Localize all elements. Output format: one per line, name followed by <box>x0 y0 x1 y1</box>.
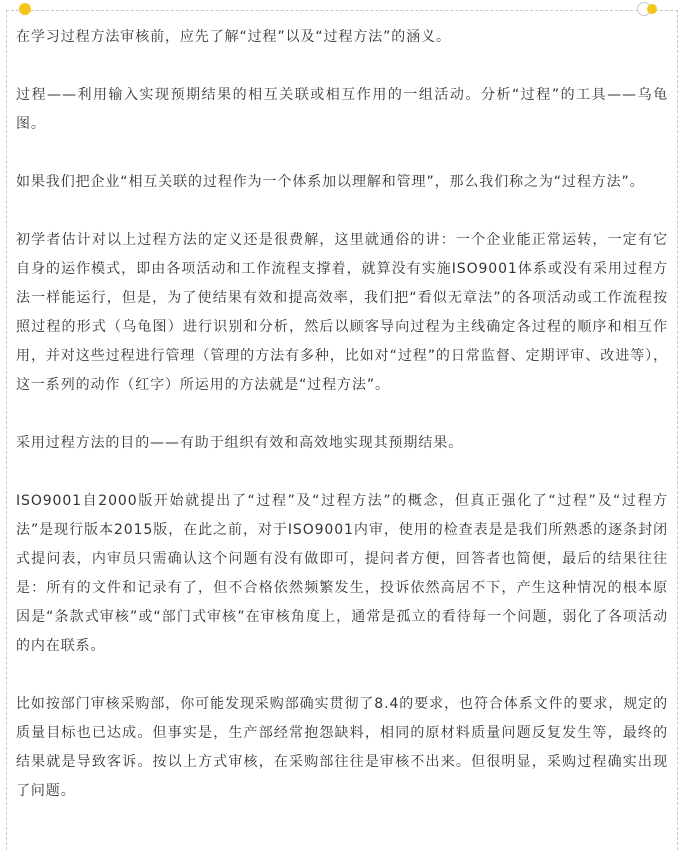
paragraph-process-definition: 过程——利用输入实现预期结果的相互关联或相互作用的一组活动。分析“过程”的工具——乌龟图。 <box>16 87 668 132</box>
paragraph-plain-explanation: 初学者估计对以上过程方法的定义还是很费解，这里就通俗的讲：一个企业能正常运转，一定有它自身的运作模式，即由各项活动和工作流程支撑着，就算没有实施ISO9001体系或没有采用过程方法一样能运行，但是，为了使结果有效和提高效率，我们把“看似无章法”的各项活动或工作流程按照过程的形式（乌龟图）进行识别和分析，然后以顾客导向过程为主线确定各过程的顺序和相互作用，并对这些过程进行管理（管理的方法有多种，比如对“过程”的日常监督、定期评审、改进等），这一系列的动作（红字）所运用的方法就是“过程方法”。 <box>16 232 668 393</box>
paragraph-purpose: 采用过程方法的目的——有助于组织有效和高效地实现其预期结果。 <box>16 435 463 451</box>
paragraph-purchasing-example: 比如按部门审核采购部，你可能发现采购部确实贯彻了8.4的要求，也符合体系文件的要求，规定的质量目标也已达成。但事实是，生产部经常抱怨缺料，相同的原材料质量问题反复发生等，最终的结果就是导致客诉。按以上方式审核，在采购部往往是审核不出来。但很明显，采购过程确实出现了问题。 <box>16 696 668 799</box>
paragraph-intro: 在学习过程方法审核前，应先了解“过程”以及“过程方法”的涵义。 <box>16 29 451 45</box>
yellow-dot-icon <box>19 3 31 15</box>
paragraph-iso-history: ISO9001自2000版开始就提出了“过程”及“过程方法”的概念，但真正强化了“过程”及“过程方法”是现行版本2015版，在此之前，对于ISO9001内审，使用的检查表是是我们所熟悉的逐条封闭式提问表，内审员只需确认这个问题有没有做即可，提问者方便，回答者也简便，最后的结果往往是：所有的文件和记录有了，但不合格依然频繁发生，投诉依然高居不下，产生这种情况的根本原因是“条款式审核”或“部门式审核”在审核角度上，通常是孤立的看待每一个问题，弱化了各项活动的内在联系。 <box>16 493 668 654</box>
article-body <box>16 23 668 835</box>
yellow-dot-icon <box>647 4 657 14</box>
paragraph-process-approach-definition: 如果我们把企业“相互关联的过程作为一个体系加以理解和管理”，那么我们称之为“过程方法”。 <box>16 174 645 190</box>
